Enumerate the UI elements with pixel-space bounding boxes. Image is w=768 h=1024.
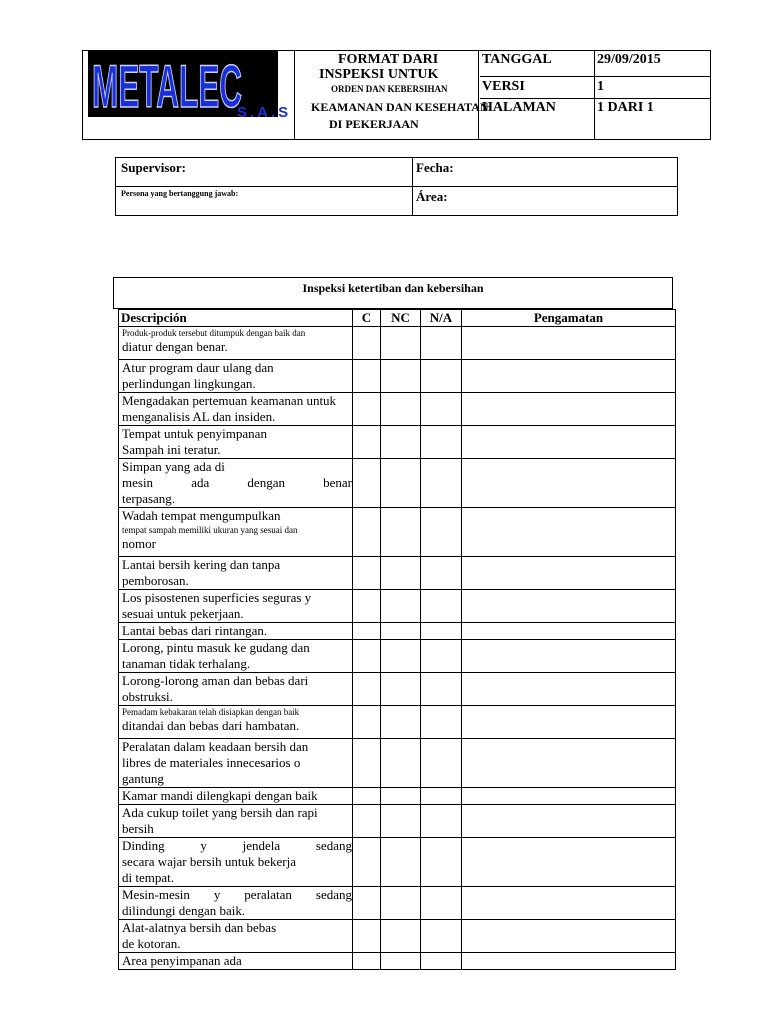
check-c-cell[interactable] <box>353 838 381 887</box>
row-description <box>119 360 353 393</box>
table-row <box>119 920 676 953</box>
table-row <box>119 393 676 426</box>
check-nc-cell[interactable] <box>381 640 421 673</box>
check-nc-cell[interactable] <box>381 706 421 739</box>
row-description-line: Kamar mandi dilengkapi dengan baik <box>122 788 318 803</box>
title-line-3: ORDEN DAN KEBERSIHAN <box>331 84 448 94</box>
row-description <box>119 953 353 970</box>
check-c-cell[interactable] <box>353 673 381 706</box>
table-row <box>119 557 676 590</box>
observation-cell[interactable] <box>462 459 676 508</box>
row-description-line: Lantai bebas dari rintangan. <box>122 623 268 638</box>
row-description-line: ditandai dan bebas dari hambatan. <box>122 718 300 733</box>
observation-cell[interactable] <box>462 887 676 920</box>
check-nc-cell[interactable] <box>381 623 421 640</box>
version-label: VERSI <box>482 79 525 94</box>
check-na-cell[interactable] <box>421 788 462 805</box>
observation-cell[interactable] <box>462 838 676 887</box>
title-line-4: KEAMANAN DAN KESEHATAN <box>311 100 489 114</box>
row-description <box>119 739 353 788</box>
observation-cell[interactable] <box>462 673 676 706</box>
row-description-line: sesuai untuk pekerjaan. <box>122 606 244 621</box>
check-nc-cell[interactable] <box>381 920 421 953</box>
observation-cell[interactable] <box>462 805 676 838</box>
row-description-line: Wadah tempat mengumpulkan <box>122 508 281 523</box>
observation-cell[interactable] <box>462 557 676 590</box>
row-description-line: menganalisis AL dan insiden. <box>122 409 276 424</box>
check-na-cell[interactable] <box>421 623 462 640</box>
row-description-line: de kotoran. <box>122 936 181 951</box>
observation-cell[interactable] <box>462 739 676 788</box>
row-description <box>119 327 353 360</box>
observation-cell[interactable] <box>462 706 676 739</box>
observation-cell[interactable] <box>462 508 676 557</box>
check-na-cell[interactable] <box>421 393 462 426</box>
table-row <box>119 739 676 788</box>
row-description-line: Lorong-lorong aman dan bebas dari <box>122 673 309 688</box>
title-line-1: FORMAT DARI <box>338 52 439 67</box>
observation-cell[interactable] <box>462 788 676 805</box>
row-description <box>119 459 353 508</box>
check-nc-cell[interactable] <box>381 673 421 706</box>
check-na-cell[interactable] <box>421 706 462 739</box>
row-description-line: Mesin-mesin y peralatan sedang <box>122 887 352 902</box>
check-na-cell[interactable] <box>421 673 462 706</box>
row-description <box>119 805 353 838</box>
row-description-line: Lorong, pintu masuk ke gudang dan <box>122 640 310 655</box>
check-na-cell[interactable] <box>421 640 462 673</box>
check-c-cell[interactable] <box>353 640 381 673</box>
check-c-cell[interactable] <box>353 623 381 640</box>
check-na-cell[interactable] <box>421 953 462 970</box>
observation-cell[interactable] <box>462 426 676 459</box>
check-nc-cell[interactable] <box>381 788 421 805</box>
observation-cell[interactable] <box>462 360 676 393</box>
check-nc-cell[interactable] <box>381 590 421 623</box>
observation-cell[interactable] <box>462 393 676 426</box>
row-description <box>119 838 353 887</box>
table-row <box>119 640 676 673</box>
row-description <box>119 673 353 706</box>
check-nc-cell[interactable] <box>381 393 421 426</box>
row-description-line: Sampah ini teratur. <box>122 442 221 457</box>
check-nc-cell[interactable] <box>381 557 421 590</box>
check-nc-cell[interactable] <box>381 887 421 920</box>
check-nc-cell[interactable] <box>381 360 421 393</box>
row-description-line: terpasang. <box>122 491 176 506</box>
checklist-table <box>118 309 676 970</box>
row-description-line: di tempat. <box>122 870 174 885</box>
supervisor-table <box>115 157 678 216</box>
row-description-line: gantung <box>122 771 164 786</box>
svg-text:S.A.S: S.A.S <box>237 104 292 121</box>
check-na-cell[interactable] <box>421 887 462 920</box>
persona-label: Persona yang bertanggung jawab: <box>121 189 239 198</box>
table-row <box>119 508 676 557</box>
table-row <box>119 953 676 970</box>
row-description <box>119 623 353 640</box>
row-description-line: Los pisostenen superficies seguras y <box>122 590 312 605</box>
row-description-line: Area penyimpanan ada <box>122 953 242 968</box>
row-description-line: perlindungan lingkungan. <box>122 376 256 391</box>
check-nc-cell[interactable] <box>381 838 421 887</box>
document-header <box>82 50 711 140</box>
page-label: HALAMAN <box>482 100 556 115</box>
page-value: 1 DARI 1 <box>597 100 654 115</box>
check-c-cell[interactable] <box>353 805 381 838</box>
observation-cell[interactable] <box>462 920 676 953</box>
row-description-line: Simpan yang ada di <box>122 459 225 474</box>
table-row <box>119 623 676 640</box>
observation-cell[interactable] <box>462 327 676 360</box>
row-description-line: tempat sampah memiliki ukuran yang sesuai dan <box>122 525 298 535</box>
row-description <box>119 788 353 805</box>
col-pengamatan: Pengamatan <box>462 310 676 327</box>
logo-wordmark: METALEC <box>92 53 242 117</box>
check-na-cell[interactable] <box>421 459 462 508</box>
check-na-cell[interactable] <box>421 360 462 393</box>
inspection-title: Inspeksi ketertiban dan kebersihan <box>113 277 673 309</box>
check-c-cell[interactable] <box>353 426 381 459</box>
row-description-line: libres de materiales innecesarios o <box>122 755 301 770</box>
check-nc-cell[interactable] <box>381 426 421 459</box>
row-description-line: Peralatan dalam keadaan bersih dan <box>122 739 309 754</box>
check-na-cell[interactable] <box>421 739 462 788</box>
check-c-cell[interactable] <box>353 327 381 360</box>
row-description-line: pemborosan. <box>122 573 189 588</box>
check-c-cell[interactable] <box>353 887 381 920</box>
logo-cell <box>83 51 295 139</box>
row-description-line: Produk-produk tersebut ditumpuk dengan baik dan <box>122 328 306 338</box>
row-description-line: Lantai bersih kering dan tanpa <box>122 557 281 572</box>
row-description <box>119 640 353 673</box>
table-row <box>119 590 676 623</box>
check-nc-cell[interactable] <box>381 327 421 360</box>
check-na-cell[interactable] <box>421 590 462 623</box>
row-description-line: mesin ada dengan benar <box>122 475 352 490</box>
observation-cell[interactable] <box>462 623 676 640</box>
check-na-cell[interactable] <box>421 805 462 838</box>
title-line-2: INSPEKSI UNTUK <box>319 67 439 82</box>
check-na-cell[interactable] <box>421 838 462 887</box>
check-c-cell[interactable] <box>353 739 381 788</box>
table-row <box>119 788 676 805</box>
row-description-line: nomor <box>122 536 156 551</box>
check-nc-cell[interactable] <box>381 459 421 508</box>
row-description <box>119 887 353 920</box>
observation-cell[interactable] <box>462 590 676 623</box>
title-line-5: DI PEKERJAAN <box>329 117 419 131</box>
check-c-cell[interactable] <box>353 920 381 953</box>
row-description-line: Tempat untuk penyimpanan <box>122 426 267 441</box>
check-c-cell[interactable] <box>353 590 381 623</box>
check-c-cell[interactable] <box>353 360 381 393</box>
check-na-cell[interactable] <box>421 426 462 459</box>
check-c-cell[interactable] <box>353 459 381 508</box>
table-row <box>119 805 676 838</box>
table-row <box>119 838 676 887</box>
table-row <box>119 327 676 360</box>
row-description <box>119 706 353 739</box>
table-row <box>119 887 676 920</box>
table-row <box>119 459 676 508</box>
row-description <box>119 590 353 623</box>
col-na: N/A <box>421 310 462 327</box>
row-description-line: Dinding y jendela sedang <box>122 838 352 853</box>
version-value: 1 <box>597 79 604 94</box>
check-na-cell[interactable] <box>421 557 462 590</box>
col-nc: NC <box>381 310 421 327</box>
table-row <box>119 360 676 393</box>
row-description-line: bersih <box>122 821 154 836</box>
check-c-cell[interactable] <box>353 706 381 739</box>
row-description <box>119 426 353 459</box>
supervisor-label: Supervisor: <box>121 160 186 175</box>
row-description-line: obstruksi. <box>122 689 173 704</box>
col-c: C <box>353 310 381 327</box>
row-description-line: dilindungi dengan baik. <box>122 903 246 918</box>
check-c-cell[interactable] <box>353 557 381 590</box>
check-c-cell[interactable] <box>353 508 381 557</box>
check-nc-cell[interactable] <box>381 508 421 557</box>
check-nc-cell[interactable] <box>381 739 421 788</box>
row-description-line: secara wajar bersih untuk bekerja <box>122 854 296 869</box>
check-nc-cell[interactable] <box>381 805 421 838</box>
check-c-cell[interactable] <box>353 953 381 970</box>
check-na-cell[interactable] <box>421 920 462 953</box>
check-c-cell[interactable] <box>353 393 381 426</box>
check-c-cell[interactable] <box>353 788 381 805</box>
table-row <box>119 673 676 706</box>
row-description-line: Atur program daur ulang dan <box>122 360 274 375</box>
fecha-label: Fecha: <box>416 160 454 175</box>
check-na-cell[interactable] <box>421 508 462 557</box>
row-description-line: Alat-alatnya bersih dan bebas <box>122 920 277 935</box>
col-descripcion: Descripción <box>119 310 353 327</box>
date-label: TANGGAL <box>482 52 552 67</box>
logo-suffix <box>233 99 295 123</box>
format-title <box>296 51 489 139</box>
area-label: Área: <box>416 189 448 204</box>
date-value: 29/09/2015 <box>597 52 661 67</box>
row-description-line: tanaman tidak terhalang. <box>122 656 251 671</box>
row-description-line: Pemadam kebakaran telah disiapkan dengan baik <box>122 707 300 717</box>
observation-cell[interactable] <box>462 953 676 970</box>
row-description <box>119 393 353 426</box>
row-description <box>119 557 353 590</box>
row-description-line: Ada cukup toilet yang bersih dan rapi <box>122 805 318 820</box>
row-description-line: diatur dengan benar. <box>122 339 228 354</box>
row-description-line: Mengadakan pertemuan keamanan untuk <box>122 393 337 408</box>
row-description <box>119 920 353 953</box>
checklist-header-row <box>119 310 676 327</box>
row-description <box>119 508 353 557</box>
check-nc-cell[interactable] <box>381 953 421 970</box>
observation-cell[interactable] <box>462 640 676 673</box>
check-na-cell[interactable] <box>421 327 462 360</box>
table-row <box>119 426 676 459</box>
table-row <box>119 706 676 739</box>
